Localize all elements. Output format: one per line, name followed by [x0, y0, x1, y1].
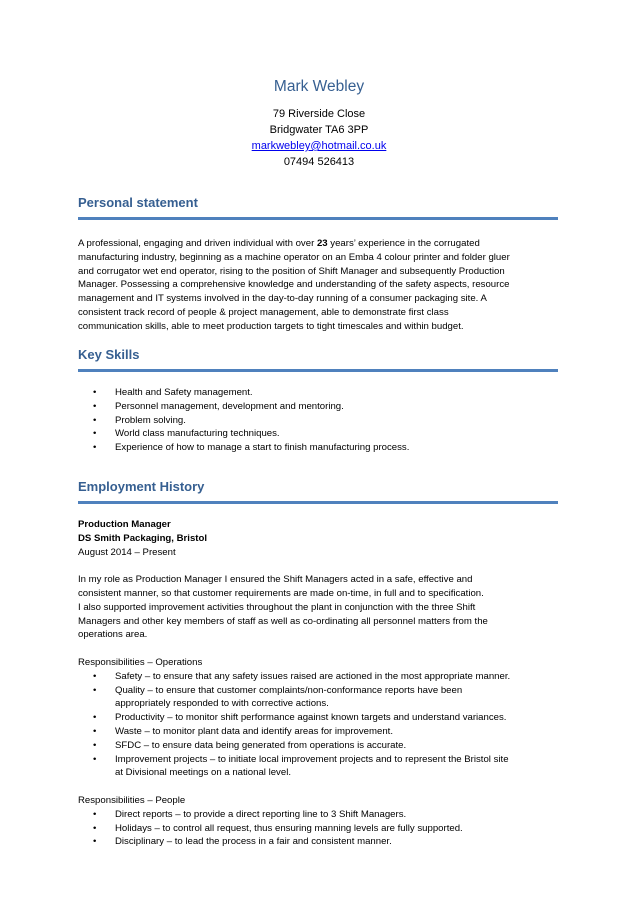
key-skills-section: [78, 347, 558, 455]
list-item: • SFDC – to ensure data being generated from operations is accurate.: [78, 739, 558, 753]
list-item: • Improvement projects – to initiate local improvement projects and to represent the Bristol site at Divisional meetings on a national level.: [78, 753, 558, 781]
list-item: • Waste – to monitor plant data and identify areas for improvement.: [78, 725, 558, 739]
address-line-1: 79 Riverside Close: [272, 108, 366, 120]
job-summary-line: I also supported improvement activities throughout the plant in conjunction with the three Shift: [78, 601, 476, 613]
operations-heading: Responsibilities – Operations: [78, 656, 203, 668]
key-skills-list: [78, 386, 558, 455]
people-heading: Responsibilities – People: [78, 794, 186, 806]
list-item: • Experience of how to manage a start to finish manufacturing process.: [78, 441, 558, 455]
list-item: • Personnel management, development and mentoring.: [78, 400, 558, 414]
cv-header: [0, 78, 638, 170]
personal-statement-line: Manager. Possessing a comprehensive knowledge and understanding of the safety aspects, resource: [78, 279, 510, 291]
job-summary-line: operations area.: [78, 629, 148, 641]
personal-statement-section: [78, 195, 558, 334]
list-item: • World class manufacturing techniques.: [78, 427, 558, 441]
list-item: • Disciplinary – to lead the process in a fair and consistent manner.: [78, 835, 558, 849]
employment-section: [78, 479, 558, 849]
job-summary-line: consistent manner, so that customer requirements are made on-time, in full and to specification.: [78, 587, 484, 599]
personal-statement-line: consistent track record of people & project management, able to demonstrate first class: [78, 306, 449, 318]
people-list: [78, 808, 558, 849]
address-line-2: Bridgwater TA6 3PP: [269, 124, 369, 136]
personal-statement-line: and corrugator wet end operator, rising to the position of Shift Manager and subsequently Production: [78, 265, 505, 277]
candidate-name: Mark Webley: [273, 78, 365, 95]
personal-statement-line: A professional, engaging and driven individual with over 23 years’ experience in the corrugated: [78, 238, 480, 249]
phone-number: 07494 526413: [283, 156, 355, 168]
operations-list: [78, 670, 558, 780]
personal-statement-title: Personal statement: [78, 195, 198, 210]
job-dates: August 2014 – Present: [78, 546, 176, 558]
list-item: • Health and Safety management.: [78, 386, 558, 400]
personal-statement-line: communication skills, able to meet production targets to tight timescales and within budget.: [78, 320, 464, 332]
list-item: • Productivity – to monitor shift performance against known targets and understand variances.: [78, 711, 558, 725]
list-item: • Problem solving.: [78, 414, 558, 428]
key-skills-title: Key Skills: [78, 347, 140, 362]
job-summary-line: In my role as Production Manager I ensured the Shift Managers acted in a safe, effective and: [78, 574, 473, 586]
company-name: DS Smith Packaging, Bristol: [78, 532, 208, 544]
list-item: • Quality – to ensure that customer complaints/non-conformance reports have been appropriately responded to with corrective actions.: [78, 684, 558, 712]
personal-statement-line: manufacturing industry, beginning as a machine operator on an Emba 4 colour printer and folder gluer: [78, 251, 510, 263]
personal-statement-line: management and IT systems involved in the day-to-day running of a consumer packaging site. A: [78, 293, 487, 305]
list-item: • Direct reports – to provide a direct reporting line to 3 Shift Managers.: [78, 808, 558, 822]
email-link[interactable]: markwebley@hotmail.co.uk: [251, 140, 387, 152]
job-summary-line: Managers and other key members of staff as well as co-ordinating all personnel matters from the: [78, 615, 488, 627]
list-item: • Safety – to ensure that any safety issues raised are actioned in the most appropriate manner.: [78, 670, 558, 684]
list-item: • Holidays – to control all request, thus ensuring manning levels are fully supported.: [78, 822, 558, 836]
employment-title: Employment History: [78, 479, 205, 494]
job-title: Production Manager: [78, 519, 171, 530]
